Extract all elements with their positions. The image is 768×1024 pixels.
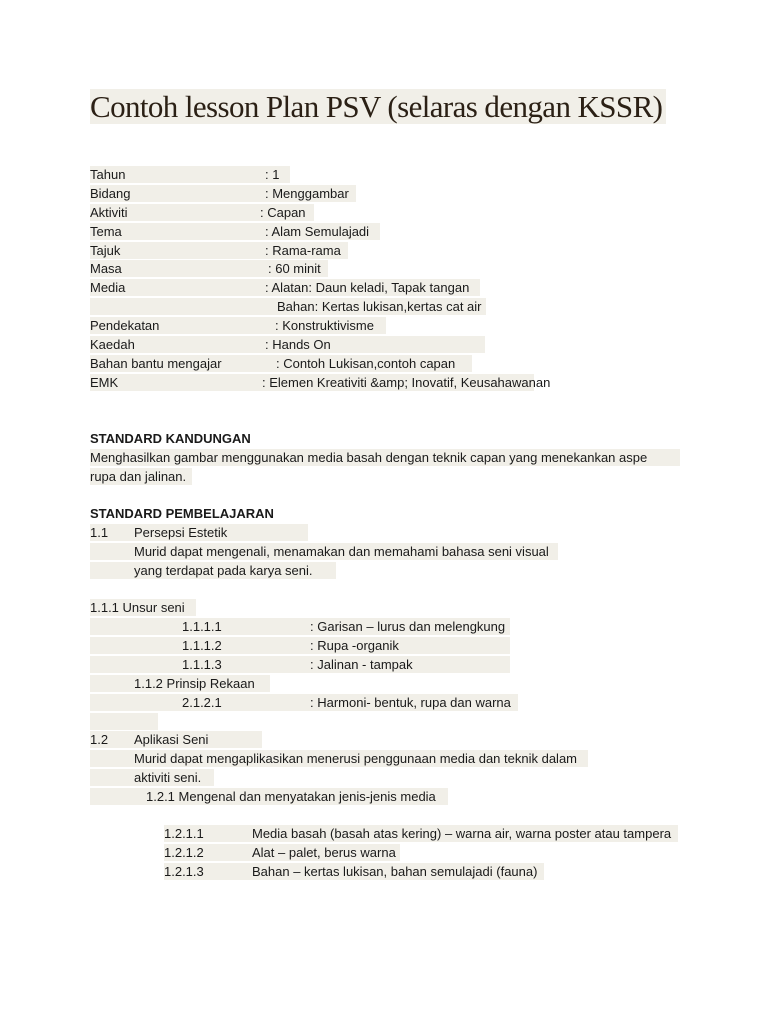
section-1-1-desc-1: Murid dapat mengenali, menamakan dan memahami bahasa seni visual: [90, 543, 558, 560]
standard-kandungan-text-2: rupa dan jalinan.: [90, 468, 192, 485]
list-item: 1.2.1.3 Bahan – kertas lukisan, bahan semulajadi (fauna): [164, 863, 544, 880]
info-row-masa: Masa : 60 minit: [90, 260, 328, 277]
list-item: 1.1.1.1 : Garisan – lurus dan melengkung: [90, 618, 510, 635]
list-item: 2.1.2.1 : Harmoni- bentuk, rupa dan warna: [90, 694, 518, 711]
info-row-kaedah: Kaedah : Hands On: [90, 336, 485, 353]
info-row-aktiviti: Aktiviti : Capan: [90, 204, 314, 221]
info-row-tema: Tema : Alam Semulajadi: [90, 223, 380, 240]
standard-kandungan-heading: STANDARD KANDUNGAN: [90, 431, 251, 446]
section-1-1-desc-2: yang terdapat pada karya seni.: [90, 562, 336, 579]
blank-line: [90, 713, 158, 730]
info-row-pendekatan: Pendekatan : Konstruktivisme: [90, 317, 386, 334]
list-item: 1.2.1.1 Media basah (basah atas kering) – warna air, warna poster atau tampera: [164, 825, 678, 842]
section-1-1: 1.1 Persepsi Estetik: [90, 524, 308, 541]
list-item: 1.1.1.2 : Rupa -organik: [90, 637, 510, 654]
section-1-1-1: 1.1.1 Unsur seni: [90, 599, 196, 616]
info-row-media: Media : Alatan: Daun keladi, Tapak tangan: [90, 279, 480, 296]
info-row-bahan: Bahan: Kertas lukisan,kertas cat air: [90, 298, 486, 315]
page-title: Contoh lesson Plan PSV (selaras dengan KSSR): [90, 88, 666, 126]
list-item: 1.2.1.2 Alat – palet, berus warna: [164, 844, 400, 861]
section-1-2-desc-1: Murid dapat mengaplikasikan menerusi penggunaan media dan teknik dalam: [90, 750, 588, 767]
section-1-2-desc-2: aktiviti seni.: [90, 769, 214, 786]
section-1-2-1: 1.2.1 Mengenal dan menyatakan jenis-jenis media: [90, 788, 448, 805]
info-row-bahan-bantu: Bahan bantu mengajar : Contoh Lukisan,contoh capan: [90, 355, 472, 372]
info-row-emk: EMK : Elemen Kreativiti &amp; Inovatif, Keusahawanan: [90, 375, 551, 390]
info-row-tahun: Tahun : 1: [90, 166, 290, 183]
section-1-1-2: 1.1.2 Prinsip Rekaan: [90, 675, 270, 692]
standard-pembelajaran-heading: STANDARD PEMBELAJARAN: [90, 506, 274, 521]
standard-kandungan-text-1: Menghasilkan gambar menggunakan media basah dengan teknik capan yang menekankan aspe: [90, 449, 680, 466]
info-row-bidang: Bidang : Menggambar: [90, 185, 356, 202]
section-1-2: 1.2 Aplikasi Seni: [90, 731, 262, 748]
list-item: 1.1.1.3 : Jalinan - tampak: [90, 656, 510, 673]
info-row-tajuk: Tajuk : Rama-rama: [90, 242, 348, 259]
